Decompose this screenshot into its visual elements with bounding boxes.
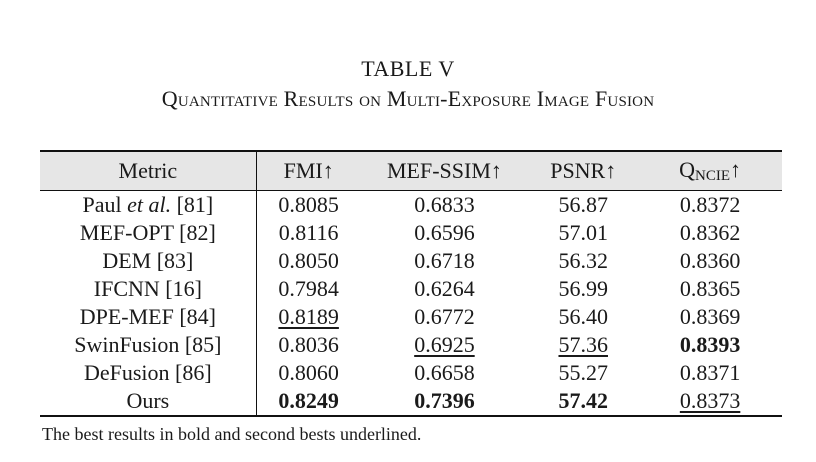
qncie-cell xyxy=(638,331,782,359)
mef-ssim-cell xyxy=(361,331,529,359)
mef-ssim-cell: 0.6264 xyxy=(414,276,475,301)
table-row xyxy=(40,331,782,359)
header-qncie-arrow: ↑ xyxy=(730,157,742,182)
table-row xyxy=(40,387,782,416)
fmi-cell: 0.8060 xyxy=(278,360,339,385)
mef-ssim-cell: 0.6658 xyxy=(414,360,475,385)
best-value: 0.8393 xyxy=(679,332,741,357)
qncie-cell: 0.8362 xyxy=(679,220,741,245)
qncie-cell: 0.8371 xyxy=(679,360,741,385)
header-mef-ssim: MEF-SSIM↑ xyxy=(386,158,502,183)
best-value: 0.7396 xyxy=(414,388,475,413)
fmi-cell xyxy=(256,303,360,331)
method-cell: MEF-OPT [82] xyxy=(40,219,256,247)
table-header-row xyxy=(40,151,782,191)
table-row xyxy=(40,219,782,247)
fmi-cell: 0.7984 xyxy=(278,276,339,301)
mef-ssim-cell: 0.6718 xyxy=(414,248,475,273)
method-cell: DeFusion [86] xyxy=(40,359,256,387)
mef-ssim-cell: 0.6833 xyxy=(414,192,475,217)
mef-ssim-cell: 0.6772 xyxy=(414,304,475,329)
fmi-cell: 0.8050 xyxy=(278,248,339,273)
table-row xyxy=(40,191,782,220)
table-row xyxy=(40,303,782,331)
second-best-value: 0.8189 xyxy=(278,304,339,329)
header-qncie xyxy=(638,151,782,191)
table-label: TABLE V xyxy=(361,56,455,81)
best-value: 57.42 xyxy=(558,388,608,413)
method-name: Paul xyxy=(82,192,128,217)
psnr-cell: 56.87 xyxy=(558,192,608,217)
method-cell: Ours xyxy=(40,387,256,416)
second-best-value: 57.36 xyxy=(558,332,608,357)
table-row xyxy=(40,275,782,303)
psnr-cell xyxy=(528,331,638,359)
psnr-cell: 56.32 xyxy=(558,248,608,273)
psnr-cell: 57.01 xyxy=(558,220,608,245)
method-ref: [81] xyxy=(171,192,214,217)
table-row xyxy=(40,247,782,275)
header-qncie-sub: NCIE xyxy=(695,168,731,184)
results-table-container xyxy=(40,150,782,417)
fmi-cell: 0.8036 xyxy=(278,332,339,357)
qncie-cell xyxy=(638,387,782,416)
method-cell: IFCNN [16] xyxy=(40,275,256,303)
fmi-cell: 0.8116 xyxy=(278,220,339,245)
qncie-cell: 0.8365 xyxy=(679,276,741,301)
method-cell: SwinFusion [85] xyxy=(40,331,256,359)
table-row xyxy=(40,359,782,387)
psnr-cell xyxy=(528,387,638,416)
method-cell: DEM [83] xyxy=(40,247,256,275)
method-cell xyxy=(40,191,256,220)
method-cell: DPE-MEF [84] xyxy=(40,303,256,331)
psnr-cell: 56.40 xyxy=(558,304,608,329)
qncie-cell: 0.8369 xyxy=(679,304,741,329)
table-footnote: The best results in bold and second bests underlined. xyxy=(42,424,422,444)
second-best-value: 0.8373 xyxy=(679,388,741,413)
psnr-cell: 55.27 xyxy=(558,360,608,385)
fmi-cell xyxy=(256,387,360,416)
fmi-cell: 0.8085 xyxy=(278,192,339,217)
results-table xyxy=(40,150,782,417)
method-name-italic: et al. xyxy=(127,192,172,217)
mef-ssim-cell: 0.6596 xyxy=(414,220,475,245)
best-value: 0.8249 xyxy=(278,388,339,413)
qncie-cell: 0.8372 xyxy=(679,192,741,217)
second-best-value: 0.6925 xyxy=(414,332,475,357)
header-metric: Metric xyxy=(40,151,256,191)
header-fmi: FMI↑ xyxy=(283,158,334,183)
header-psnr: PSNR↑ xyxy=(550,158,617,183)
qncie-cell: 0.8360 xyxy=(679,248,741,273)
psnr-cell: 56.99 xyxy=(558,276,608,301)
table-caption: Quantitative Results on Multi-Exposure Image Fusion xyxy=(161,86,655,111)
mef-ssim-cell xyxy=(361,387,529,416)
header-qncie-main: Q xyxy=(679,157,696,182)
